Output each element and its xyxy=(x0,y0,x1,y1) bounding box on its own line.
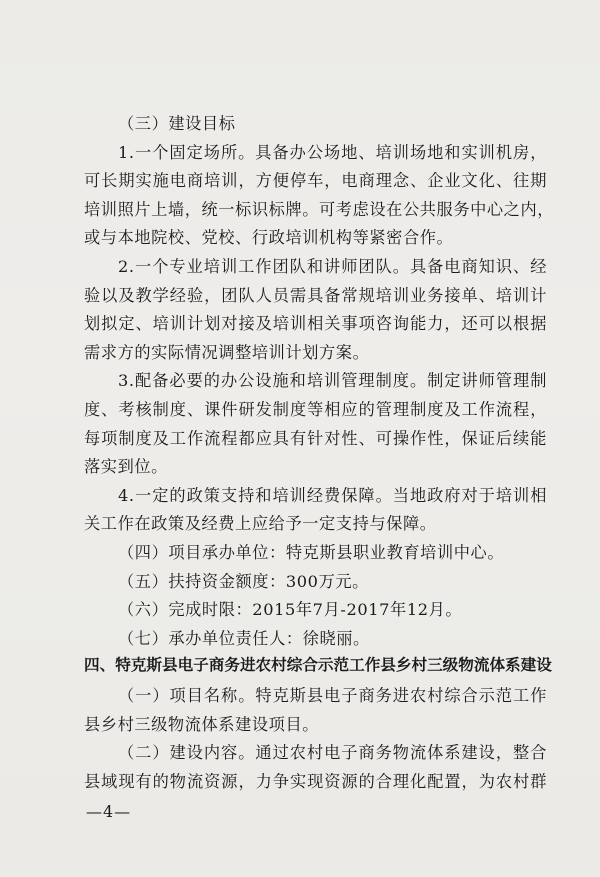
text-line: 2.一个专业培训工作团队和讲师团队。具备电商知识、经 xyxy=(118,257,547,276)
text-line: 培训照片上墙，统一标识标牌。可考虑设在公共服务中心之内， xyxy=(84,199,555,219)
text-line: 度、考核制度、课件研发制度等相应的管理制度及工作流程， xyxy=(84,400,547,419)
text-line: 需求方的实际情况调整培训计划方案。 xyxy=(84,342,370,362)
project-unit-line: （四）项目承办单位：特克斯县职业教育培训中心。 xyxy=(118,543,505,562)
text-line: 关工作在政策及经费上应给予一定支持与保障。 xyxy=(84,514,437,534)
text-line: 落实到位。 xyxy=(84,457,168,477)
page-number: —4— xyxy=(86,802,132,822)
text-line: 可长期实施电商培训，方便停车，电商理念、企业文化、往期 xyxy=(84,171,547,191)
text-line: 划拟定、培训计划对接及培训相关事项咨询能力，还可以根据 xyxy=(84,314,547,334)
text-line: 每项制度及工作流程都应具有针对性、可操作性，保证后续能 xyxy=(84,428,547,448)
funding-line: （五）扶持资金额度：300万元。 xyxy=(118,571,369,591)
deadline-line: （六）完成时限：2015年7月-2017年12月。 xyxy=(118,600,463,620)
text-line: （二）建设内容。通过农村电子商务物流体系建设，整合 xyxy=(118,743,547,763)
responsible-person-line: （七）承办单位责任人：徐晓丽。 xyxy=(118,628,370,648)
text-line: 4.一定的政策支持和培训经费保障。当地政府对于培训相 xyxy=(118,485,547,505)
section-heading-goals: （三）建设目标 xyxy=(118,114,236,133)
text-line: 县域现有的物流资源，力争实现资源的合理化配置，为农村群 xyxy=(84,771,547,791)
text-line: 县乡村三级物流体系建设项目。 xyxy=(84,714,320,734)
text-line: 验以及教学经验，团队人员需具备常规培训业务接单、培训计 xyxy=(84,285,547,305)
text-line: 3.配备必要的办公设施和培训管理制度。制定讲师管理制 xyxy=(118,371,547,391)
text-line: 1.一个固定场所。具备办公场地、培训场地和实训机房， xyxy=(118,142,547,162)
text-line: 或与本地院校、党校、行政培训机构等紧密合作。 xyxy=(84,228,454,248)
text-line: （一）项目名称。特克斯县电子商务进农村综合示范工作 xyxy=(118,686,547,705)
section-heading-logistics: 四、特克斯县电子商务进农村综合示范工作县乡村三级物流体系建设 xyxy=(84,656,552,675)
